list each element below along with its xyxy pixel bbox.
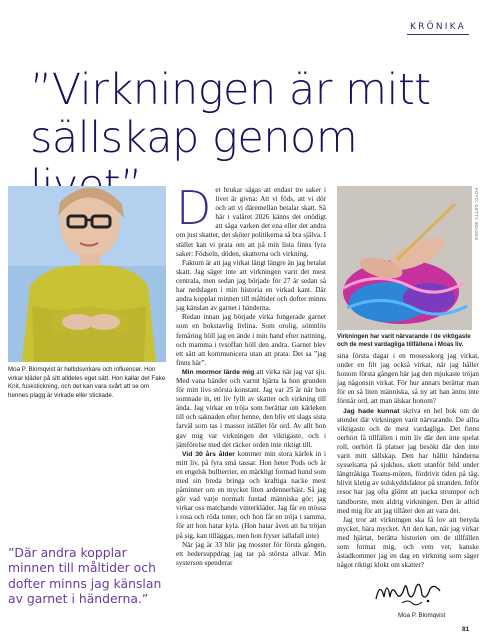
yarn-illustration: [337, 186, 472, 330]
handwritten-signature: [372, 575, 444, 607]
signature-name: Moa P. Blomqvist: [398, 612, 446, 619]
article-paragraph: Faktum är att jag virkat längt längre än jag betalat skatt. Jag säger inte att virkningen varit det mest centrala, men sedan jag började för 27 år sedan så har nedslagen i min historia en virkad kant. Där andra kopplar minnen till måltider och dofter minns jag känslan av garnet i händerna.: [176, 258, 326, 313]
section-label: KRÖNIKA: [407, 22, 469, 35]
article-paragraph: Min mormor lärde mig att virka när jag var sju. Med vana händer och varmt hjärta la hon grunden för mitt livs största konstant. Jag var 25 år när hon somnade in, ett liv fyllt av skatter och virkning till ända. Jag virkar en tröja som berättar om kärleken till och saknaden efter henne, den bliv ett slags sista farväl som tas i massor istället för ord. Av allt hon gav mig var virkningen det viktigaste, och i jämförelse med det räcker orden inte riktigt till.: [176, 367, 326, 449]
article-paragraph: När jag är 33 blir jag mosster för första gången, ett hedersuppdrag jag tar på största allvar. Min systerson spenderar: [176, 540, 326, 567]
drop-cap: D: [176, 181, 212, 235]
article-column-1: [176, 181, 327, 568]
article-paragraph: sina första dagar i en mosesskorg jag virkat, under en filt jag också virkat, när jag håller honom första gången bär jag den mjukaste tröjan jag någonsin virkat. För hur annars berättar man för en så liten människa, så ny att han ännu inte förstår ord, att man älskar honom?: [337, 352, 479, 406]
article-column-2: [337, 352, 479, 570]
lead-in: Vid 30 års ålder: [182, 450, 235, 458]
pull-quote: ”Där andra kopplar minnen till måltider och dofter minns jag känslan av garnet i händerna.”: [8, 545, 162, 607]
portrait-illustration: [8, 186, 166, 362]
article-paragraph: Redan innan jag började virka fungerade garnet som en bokstavlig livlina. Som orolig, sömnlös femåring höll jag en ände i min hand efter nattning, och mamma i tvsoffan höll den andra. Garnet blev ett sätt att kommunicera utan att prata. Det sa ”jag finns här”.: [176, 313, 326, 367]
lead-in: Jag hade kunnat: [343, 407, 400, 415]
headline: ”Virkningen är mitt sällskap genom: [30, 65, 431, 163]
article-paragraph: Jag tror att virkningen ska få lov att betyda mycket, bära mycket. Att den kan, när jag virkar med hjärtat, berätta historien om de tillfällen som format mig, och vem vet, kanske åstadkommer jag en dag en virkning som säger något riktigt klokt om skatter?: [337, 515, 479, 570]
photo-credit: FOTO: GETTY IMAGES: [474, 188, 479, 241]
yarn-photo: [337, 186, 472, 330]
article-paragraph: Det brukar sägas att endast tre saker i livet är givna: Att vi föds, att vi dör och att vi däremellan betalar skatt. Så här i valåret 2026 känns det onödigt att säga varken det ena eller det andra om just skatter, det sköter politikerna så bra själva. I stället kan vi prata om att på min lista finns fyra saker: Födseln, döden, skatterna och virkning.: [176, 181, 327, 258]
article-paragraph: Jag hade kunnat skriva en hel bok om de stunder där virkningen varit närvarande. De allra viktigaste och de mest vardagliga. Det finns oerhört få tillfällen i mitt liv där den inte spelat roll, oerhört få platser jag besökt där den inte varit mitt sällskap. Den har hållit händerna sysselsatta på sjukhus, skett utanför bild under långtråkiga Teams-möten, fördrivit tiden på tåg, blivit kletig av solskyddsfaktor på stranden. Inför resor har jag ofta glömt att packa strumpor och tandborste, men aldrig virkningen. Den är alltid med mig för att jag tillåter den att vara det.: [337, 406, 479, 515]
portrait-photo: [8, 186, 166, 362]
lead-in: Min mormor lärde mig: [182, 368, 255, 376]
page-number: 81: [462, 626, 470, 633]
article-paragraph: Vid 30 års ålder kommer min stora kärlek in i mitt liv, på fyra små tassar. Hon heter Pods och är en engelsk bullterrier, en märkligt formad hund som med sin breda bringa och kraftiga nacke mest påminner om en mycket liten ardennerhäst. Så jag gör vad varje normalt funtad människa gör; jag virkar oss matchande vinterkläder. Jag får en mössa i rosa och röda toner, och hon får en tröja i samma, för att hon hatar kyla. (Hon hatar även att ha tröjan på sig, kan tilläggas, men hon fryser iallafall inte): [176, 449, 326, 540]
portrait-caption: Moa P. Blomqvist är heltidsvirkare och influencer. Hon virkar kläder på sitt alldeles eget sätt. Hon kallar det Fake Knit, fuskstickning, och det kan vara svårt att se om hennes plagg är virkade eller stickade.: [8, 366, 166, 399]
yarn-caption: Virkningen har varit närvarande i de viktigaste och de mest vardagliga tillfällena i Moas liv.: [337, 333, 471, 348]
